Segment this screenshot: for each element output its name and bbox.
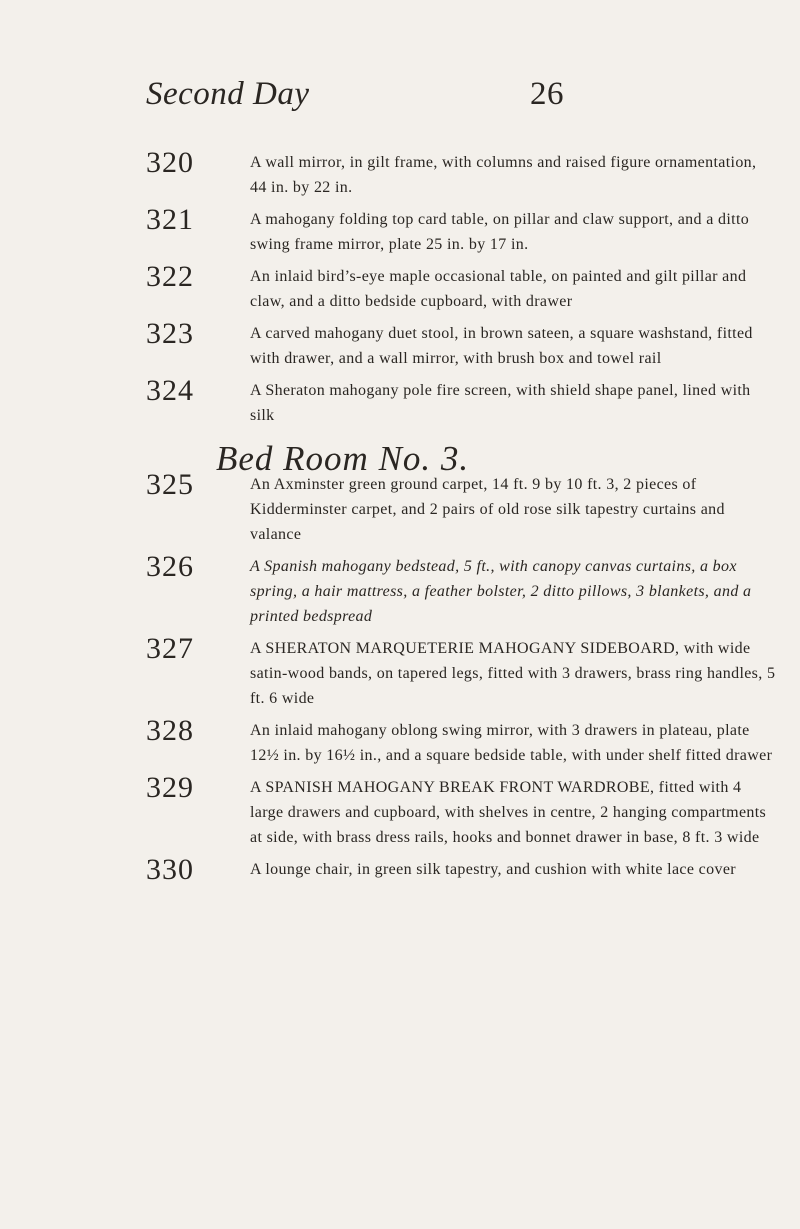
lot-description: An inlaid bird’s-eye maple occasional table, on painted and gilt pillar and claw, and a ditto bedside cupboard, with drawer [250, 268, 747, 310]
lot-description: An inlaid mahogany oblong swing mirror, with 3 drawers in plateau, plate 12½ in. by 16½ in., and a square bedside table, with under shelf fitted drawer [250, 722, 773, 764]
lot-description: A Sheraton mahogany pole fire screen, with shield shape panel, lined with silk [250, 382, 751, 424]
page-header [146, 76, 564, 113]
lot-number: 320 [146, 146, 194, 179]
lot-description: A wall mirror, in gilt frame, with columns and raised figure ornamentation, 44 in. by 22 in. [250, 154, 757, 196]
lot-description: A SHERATON MARQUETERIE MAHOGANY SIDEBOARD, with wide satin-wood bands, on tapered legs, fitted with 3 drawers, brass ring handles, 5 ft. 6 wide [250, 640, 776, 707]
lot-description: An Axminster green ground carpet, 14 ft. 9 by 10 ft. 3, 2 pieces of Kidderminster carpet, and 2 pairs of old rose silk tapestry curtains and valance [250, 476, 725, 543]
lot-number: 329 [146, 771, 194, 804]
page-number: 26 [530, 76, 564, 112]
section-title: Bed Room No. 3. [216, 439, 470, 478]
page-header-title: Second Day [146, 76, 310, 112]
lot-number: 325 [146, 468, 194, 501]
lot-description: A lounge chair, in green silk tapestry, and cushion with white lace cover [250, 861, 736, 878]
lot-description: A Spanish mahogany bedstead, 5 ft., with canopy canvas curtains, a box spring, a hair mattress, a feather bolster, 2 ditto pillows, 3 blankets, and a printed bedspread [250, 558, 752, 625]
lot-number: 322 [146, 260, 194, 293]
lot-description: A SPANISH MAHOGANY BREAK FRONT WARDROBE, fitted with 4 large drawers and cupboard, with shelves in centre, 2 hanging compartments at side, with brass dress rails, hooks and bonnet drawer in base, 8 ft. 3 wide [250, 779, 767, 846]
lot-number: 328 [146, 714, 194, 747]
lot-number: 327 [146, 632, 194, 665]
lot-number: 321 [146, 203, 194, 236]
lot-number: 324 [146, 374, 194, 407]
lot-number: 330 [146, 853, 194, 886]
lot-description: A carved mahogany duet stool, in brown sateen, a square washstand, fitted with drawer, and a wall mirror, with brush box and towel rail [250, 325, 753, 367]
lot-description: A mahogany folding top card table, on pillar and claw support, and a ditto swing frame mirror, plate 25 in. by 17 in. [250, 211, 750, 253]
lot-number: 323 [146, 317, 194, 350]
lot-number: 326 [146, 550, 194, 583]
